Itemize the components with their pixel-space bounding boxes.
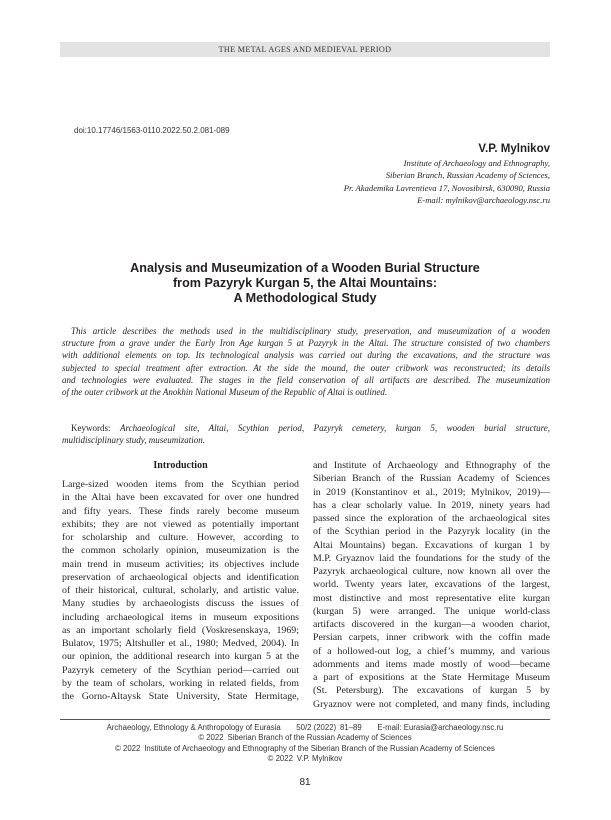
text-line: structure from a grave under the Early Iron Age kurgan 5 at Pazyryk in the Altai. The structure consisted of two chambers: [62, 338, 550, 349]
text-line: Siberian Branch of the Russian Academy of Sciences: [313, 473, 550, 485]
footer-copyright: © 2022 Siberian Branch of the Russian Academy of Sciences: [198, 733, 412, 743]
text-line: world. Twenty years later, excavations of the largest,: [313, 579, 550, 591]
author-name: V.P. Mylnikov: [478, 143, 550, 155]
text-line: and fifty years. These finds rarely become museum: [62, 505, 299, 517]
title-line: from Pazyryk Kurgan 5, the Altai Mountains:: [172, 276, 438, 290]
footer-copyright: © 2022 Institute of Archaeology and Ethnography of the Siberian Branch of the Russian Academy of Sciences: [115, 743, 495, 753]
text-line: the common scholarly opinion, museumization is the: [62, 545, 299, 557]
text-line: of their historical, cultural, scholarly, and artistic value.: [62, 585, 299, 596]
text-line: for scholarship and culture. However, according to: [62, 532, 299, 543]
text-line: preservation of archaeological objects and identification: [62, 571, 299, 583]
text-line: Persian carpets, inner cribwork with the coffin made: [313, 632, 550, 644]
text-line: a part of expositions at the State Hermitage Museum: [313, 672, 550, 683]
title-line: Analysis and Museumization of a Wooden Burial Structure: [130, 261, 480, 275]
text-line: adornments and items made mostly of wood—became: [313, 658, 550, 670]
title-line: A Methodological Study: [233, 291, 377, 305]
text-line: of a hollowed-out log, a chief’s mummy, and various: [313, 645, 550, 657]
keywords-text: multidisciplinary study, museumization.: [62, 435, 205, 446]
body-column-left: [62, 478, 299, 703]
footer-copyright: © 2022 V.P. Mylnikov: [267, 753, 343, 763]
page-number: 81: [299, 777, 311, 788]
text-line: the Gorno-Altaysk State University, State Hermitage,: [62, 691, 299, 702]
text-line: This article describes the methods used in the multidisciplinary study, preservation, and museumization of a wooden: [62, 326, 550, 336]
text-line: of the Scythian period in the Pazyryk locality (in the: [313, 526, 550, 538]
keywords: [62, 422, 550, 446]
text-line: by the team of scholars, working in related fields, from: [62, 677, 299, 689]
text-line: subjected to special treatment after extraction. At the side the mound, the outer cribwork was reconstructed; its details: [62, 362, 550, 373]
author-email: E-mail: mylnikov@archaeology.nsc.ru: [417, 194, 550, 205]
text-line: passed since the exploration of the archaeological sites: [313, 513, 550, 524]
text-line: including archaeological items in museum expositions: [62, 611, 299, 623]
text-line: in 2019 (Konstantinov et al., 2019; Mylnikov, 2019)—: [313, 486, 550, 498]
text-line: (St. Petersburg). The excavations of kurgan 5 by: [313, 685, 550, 697]
text-line: Large-sized wooden items from the Scythian period: [62, 479, 299, 490]
affiliation-line: Pr. Akademika Lavrentieva 17, Novosibirsk, 630090, Russia: [343, 182, 550, 193]
text-line: has a clear scholarly value. In 2019, ninety years had: [313, 499, 550, 511]
footer-divider: [60, 719, 550, 720]
author-affiliation: [344, 157, 550, 206]
footer: [60, 723, 550, 764]
text-line: exhibits; they are not viewed as potentially important: [62, 518, 299, 530]
text-line: (kurgan 5) were arranged. The unique world-class: [313, 605, 550, 617]
doi: doi:10.17746/1563-0110.2022.50.2.081-089: [74, 126, 230, 135]
keywords-label: Keywords:: [62, 423, 111, 433]
text-line: and technologies were evaluated. The stages in the field conservation of all artifacts are described. The museumization: [62, 374, 550, 385]
text-line: Altai Mountains) began. Excavations of kurgan 1 by: [313, 539, 550, 551]
text-line: artifacts discovered in the kurgan—a wooden chariot,: [313, 619, 550, 630]
article-title: [60, 261, 550, 306]
section-header: THE METAL AGES AND MEDIEVAL PERIOD: [60, 42, 550, 57]
text-line: Many studies by archaeologists discuss the issues of: [62, 598, 299, 610]
text-line: with additional elements on top. Its technological analysis was carried out during the excavations, and the structure was: [62, 350, 550, 361]
text-line: our opinion, the additional research into kurgan 5 at the: [62, 651, 299, 663]
section-heading-introduction: Introduction: [153, 460, 208, 471]
text-line: M.P. Gryaznov laid the foundations for the study of the: [313, 552, 550, 564]
text-line: Bulatov, 1975; Altshuller et al., 1980; Medved, 2004). In: [62, 638, 299, 649]
abstract: [62, 325, 550, 398]
text-line: most distinctive and most representative elite kurgan: [313, 592, 550, 604]
author-block: [344, 143, 550, 206]
affiliation-line: Siberian Branch, Russian Academy of Sciences,: [385, 170, 550, 181]
affiliation-line: Institute of Archaeology and Ethnography,: [403, 158, 550, 168]
text-line: in the Altai have been excavated for over one hundred: [62, 492, 299, 504]
text-line: Pazyryk cemetery of the Scythian period—carried out: [62, 664, 299, 676]
body-column-right: [313, 459, 550, 711]
text-line: main trend in museum activities; its objectives include: [62, 558, 299, 570]
text-line: and Institute of Archaeology and Ethnography of the: [313, 460, 550, 471]
keywords-text: Archaeological site, Altai, Scythian period, Pazyryk cemetery, kurgan 5, wooden burial structure,: [119, 423, 550, 433]
text-line: of the outer cribwork at the Anokhin National Museum of the Republic of Altai is outlined.: [62, 387, 388, 398]
text-line: as an important scholarly field (Voskresenskaya, 1969;: [62, 624, 299, 636]
footer-journal-line: Archaeology, Ethnology & Anthropology of Eurasia 50/2 (2022) 81–89 E-mail: Eurasia@archaeology.nsc.ru: [106, 723, 504, 732]
text-line: Pazyryk archaeological culture, now known all over the: [313, 566, 550, 577]
text-line: Gryaznov were not completed, and many finds, including: [313, 698, 550, 710]
